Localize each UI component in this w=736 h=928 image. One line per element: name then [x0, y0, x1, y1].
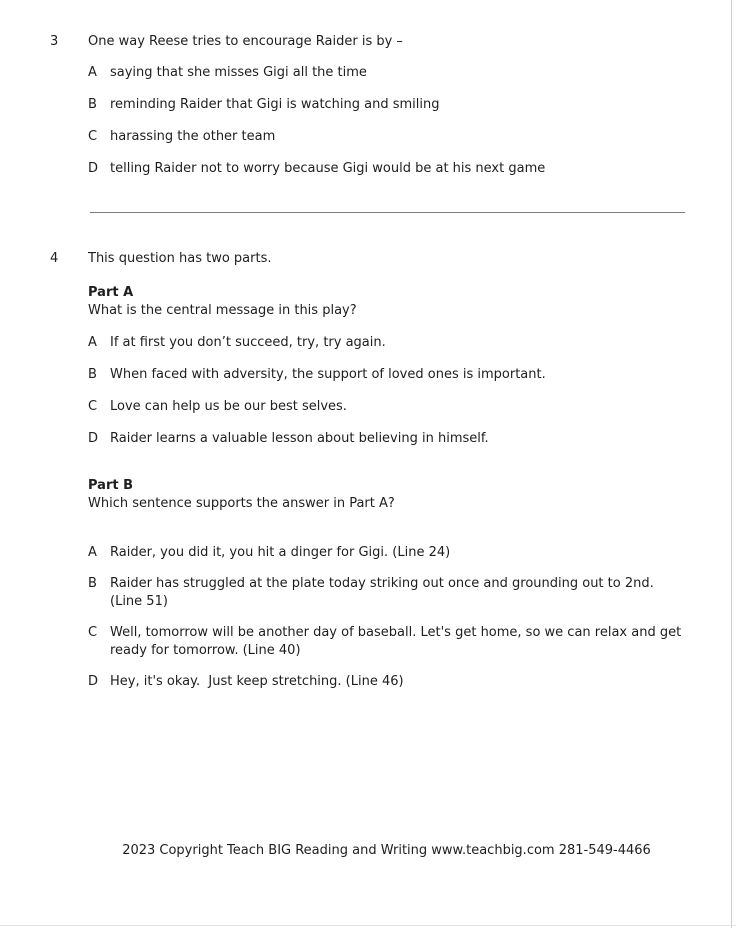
choice-letter: B — [88, 367, 97, 382]
choice-letter: D — [88, 674, 99, 689]
choice-text: telling Raider not to worry because Gigi would be at his next game — [110, 161, 546, 176]
choice-row — [88, 398, 736, 416]
choice-row — [88, 334, 736, 352]
choice-text: Hey, it's okay. Just keep stretching. (Line 46) — [110, 674, 404, 689]
choice-row — [88, 160, 736, 178]
choice-row — [88, 366, 736, 384]
part-label: Part B — [88, 478, 134, 493]
choice-list — [88, 544, 736, 691]
choice-letter: A — [88, 65, 97, 80]
copyright-footer: 2023 Copyright Teach BIG Reading and Writing www.teachbig.com 281-549-4466 — [122, 843, 651, 858]
part-prompt: What is the central message in this play? — [88, 303, 357, 318]
choice-letter: B — [88, 97, 97, 112]
question-part-b — [88, 477, 736, 691]
question-3 — [50, 33, 736, 178]
choice-letter: A — [88, 335, 97, 350]
question-4 — [50, 250, 736, 691]
choice-text: If at first you don’t succeed, try, try again. — [110, 335, 386, 350]
choice-text: Raider learns a valuable lesson about believing in himself. — [110, 431, 489, 446]
choice-row — [88, 544, 736, 562]
question-stem: One way Reese tries to encourage Raider is by – — [88, 34, 403, 49]
choice-row — [88, 673, 736, 691]
question-stem: This question has two parts. — [88, 251, 272, 266]
question-number: 3 — [50, 34, 59, 49]
choice-row — [88, 624, 736, 660]
question-divider — [90, 212, 685, 213]
choice-row — [88, 430, 736, 448]
choice-row — [88, 64, 736, 82]
choice-text: harassing the other team — [110, 129, 276, 144]
choice-row — [88, 575, 736, 611]
choice-list — [88, 334, 736, 448]
page-bottom-edge-line — [0, 925, 736, 926]
question-header — [50, 33, 736, 51]
question-part-a — [88, 284, 736, 448]
part-label: Part A — [88, 285, 134, 300]
page-right-edge-line — [731, 0, 732, 928]
choice-letter: C — [88, 625, 98, 640]
choice-letter: A — [88, 545, 97, 560]
choice-letter: C — [88, 129, 98, 144]
choice-text: Well, tomorrow will be another day of baseball. Let's get home, so we can relax and get ready for tomorrow. (Line 40) — [110, 625, 686, 658]
choice-letter: D — [88, 161, 99, 176]
choice-letter: C — [88, 399, 98, 414]
choice-row — [88, 128, 736, 146]
question-header — [50, 250, 736, 268]
choice-text: Raider has struggled at the plate today striking out once and grounding out to 2nd. (Line 51) — [110, 576, 658, 609]
choice-text: saying that she misses Gigi all the time — [110, 65, 367, 80]
choice-row — [88, 96, 736, 114]
choice-letter: B — [88, 576, 97, 591]
question-number: 4 — [50, 251, 59, 266]
choice-letter: D — [88, 431, 99, 446]
choice-list — [88, 64, 736, 178]
part-prompt: Which sentence supports the answer in Part A? — [88, 496, 395, 511]
choice-text: reminding Raider that Gigi is watching and smiling — [110, 97, 440, 112]
choice-text: When faced with adversity, the support of loved ones is important. — [110, 367, 546, 382]
choice-text: Raider, you did it, you hit a dinger for Gigi. (Line 24) — [110, 545, 451, 560]
choice-text: Love can help us be our best selves. — [110, 399, 347, 414]
